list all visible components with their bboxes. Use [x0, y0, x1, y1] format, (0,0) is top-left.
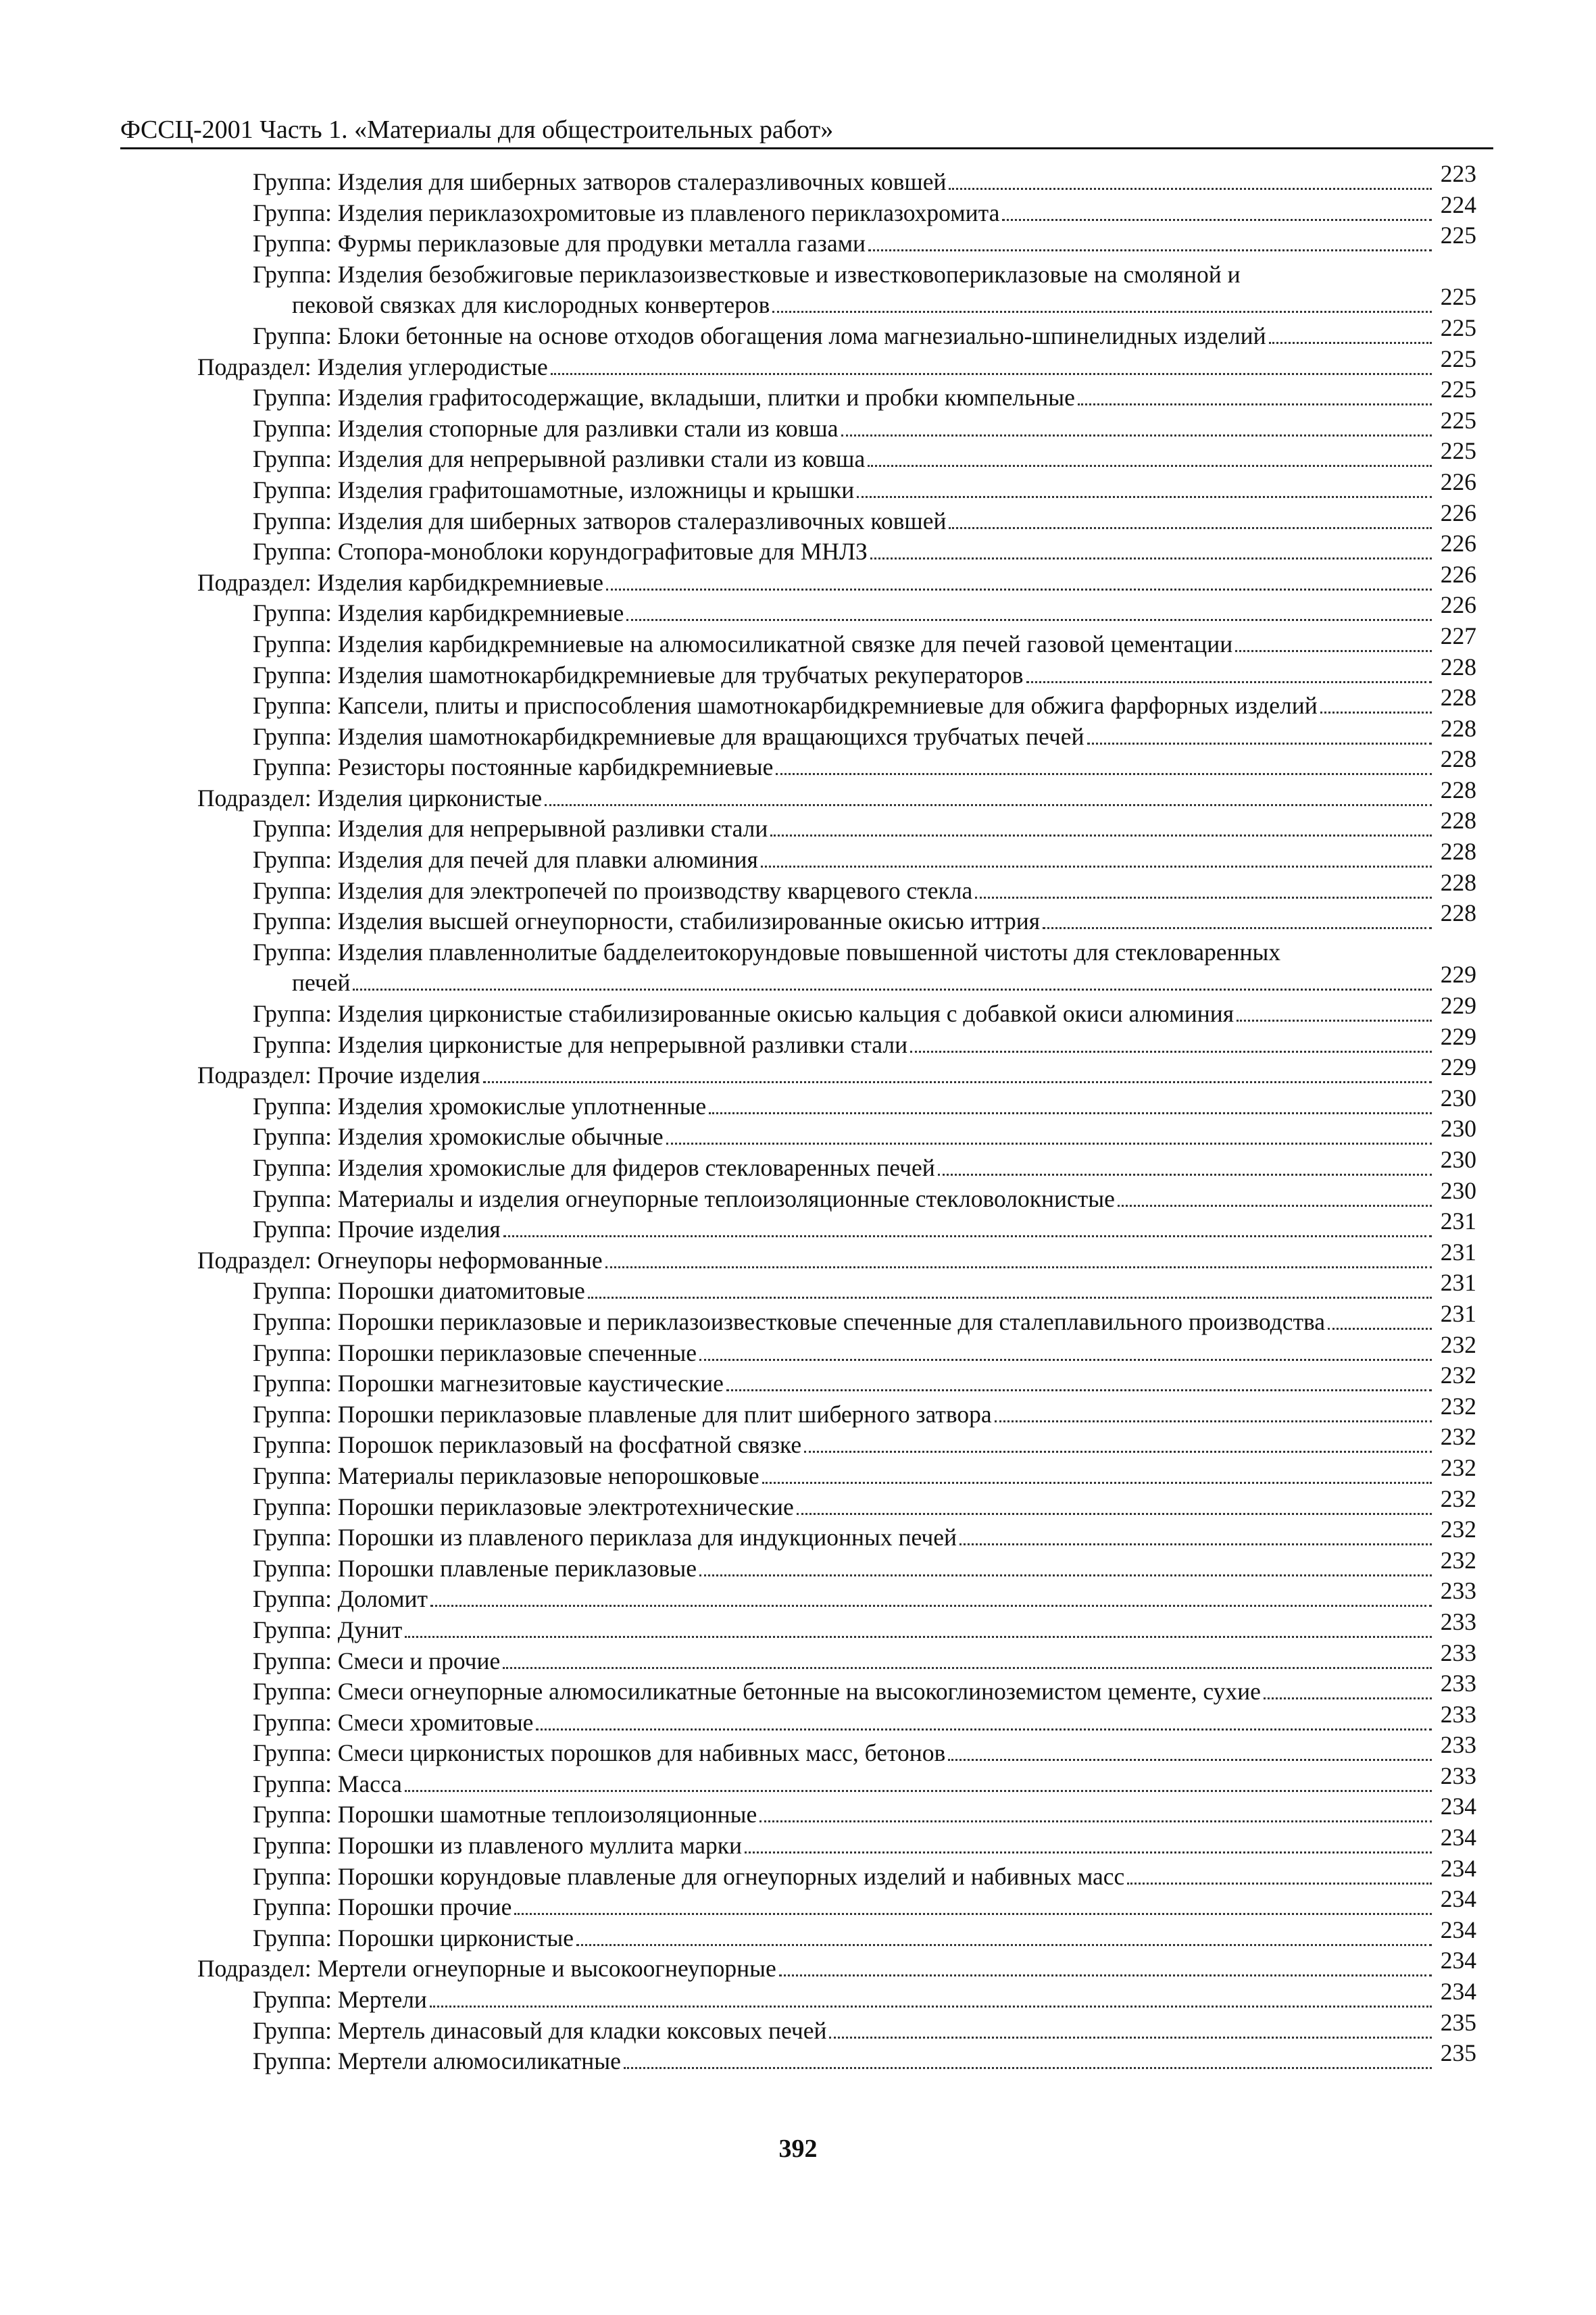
dot-leader: [1320, 711, 1432, 714]
toc-page-number: 231: [1440, 1208, 1476, 1235]
toc-group-entry: [253, 530, 1476, 568]
dot-leader: [1269, 341, 1432, 344]
toc-page-number: 235: [1440, 2008, 1476, 2036]
toc-page-number: 226: [1440, 468, 1476, 495]
toc-page-number: 225: [1440, 376, 1476, 403]
toc-entry-text: Группа: Изделия периклазохромитовые из плавленого периклазохромита: [253, 199, 1000, 226]
dot-leader: [829, 2036, 1432, 2039]
toc-subsection-entry: [197, 1947, 1476, 1985]
toc-subsection-entry: [197, 776, 1476, 814]
toc-group-entry: [253, 937, 1476, 999]
dot-leader: [772, 310, 1432, 313]
toc-entry-text: Группа: Порошки периклазовые и периклазоизвестковые спеченные для сталеплавильного производства: [253, 1308, 1326, 1335]
toc-group-entry: [253, 1453, 1476, 1492]
dot-leader: [841, 434, 1432, 437]
dot-leader: [870, 557, 1432, 559]
toc-page-number: 231: [1440, 1299, 1476, 1327]
toc-group-entry: [253, 1577, 1476, 1615]
toc-group-entry: [253, 1700, 1476, 1739]
toc-entry-text: Группа: Изделия шамотнокарбидкремниевые для вращающихся трубчатых печей: [253, 722, 1084, 750]
toc-page-number: 230: [1440, 1115, 1476, 1143]
toc-entry-text: Группа: Порошки периклазовые электротехнические: [253, 1493, 794, 1520]
toc-entry-text: Подраздел: Изделия цирконистые: [197, 784, 543, 812]
dot-leader: [1078, 403, 1432, 405]
dot-leader: [1237, 1019, 1432, 1022]
dot-leader: [430, 1604, 1432, 1607]
toc-page-number: 228: [1440, 714, 1476, 742]
toc-page-number: 234: [1440, 1916, 1476, 1943]
toc-entry-text: Группа: Прочие изделия: [253, 1216, 501, 1243]
toc-page-number: 232: [1440, 1362, 1476, 1389]
toc-page-number: 233: [1440, 1762, 1476, 1789]
toc-page-number: 233: [1440, 1577, 1476, 1605]
toc-entry-text: Группа: Изделия цирконистые для непрерывной разливки стали: [253, 1030, 908, 1058]
toc-page-number: 228: [1440, 899, 1476, 927]
toc-entry-text: Группа: Мертели алюмосиликатные: [253, 2047, 621, 2075]
toc-page-number: 232: [1440, 1392, 1476, 1420]
dot-leader: [1002, 218, 1432, 221]
dot-leader: [857, 495, 1432, 498]
dot-leader: [868, 249, 1432, 251]
page-header: ФССЦ-2001 Часть 1. «Материалы для общестроительных работ»: [120, 115, 1493, 149]
toc-page-number: 234: [1440, 1793, 1476, 1820]
toc-entry-text: Группа: Смеси и прочие: [253, 1647, 501, 1674]
dot-leader: [353, 988, 1432, 991]
toc-entry-text: Группа: Материалы периклазовые непорошковые: [253, 1462, 759, 1489]
toc-group-entry: [253, 222, 1476, 259]
dot-leader: [949, 526, 1432, 529]
toc-entry-text: Группа: Изделия цирконистые стабилизированные окисью кальция с добавкой окиси алюминия: [253, 1000, 1235, 1028]
toc-group-entry: [253, 1208, 1476, 1245]
toc-entry-text: Группа: Изделия графитосодержащие, вкладыши, плитки и пробки кюмпельные: [253, 384, 1075, 412]
toc-page-number: 228: [1440, 776, 1476, 803]
toc-entry-text: Группа: Блоки бетонные на основе отходов обогащения лома магнезиально-шпинелидных изделий: [253, 322, 1266, 349]
toc-group-entry: [253, 591, 1476, 629]
toc-subsection-entry: [197, 1238, 1476, 1276]
toc-group-entry: [253, 1084, 1476, 1122]
dot-leader: [699, 1574, 1432, 1576]
toc-group-entry: [253, 1854, 1476, 1893]
dot-leader: [776, 772, 1432, 775]
dot-leader: [938, 1173, 1432, 1176]
toc-page-number: 234: [1440, 1854, 1476, 1882]
toc-group-entry: [253, 838, 1476, 876]
toc-group-entry: [253, 314, 1476, 352]
dot-leader: [588, 1296, 1432, 1299]
toc-page-number: 228: [1440, 807, 1476, 835]
toc-group-entry: [253, 2039, 1476, 2077]
toc-page-number: 229: [1440, 1053, 1476, 1081]
dot-leader: [1235, 649, 1432, 652]
toc-entry-text: Группа: Порошки из плавленого муллита марки: [253, 1832, 742, 1860]
toc-page-number: 226: [1440, 591, 1476, 619]
toc-page-number: 225: [1440, 406, 1476, 434]
toc-page-number: 232: [1440, 1423, 1476, 1451]
toc-entry-text: Группа: Дунит: [253, 1616, 403, 1643]
toc-group-entry: [253, 1176, 1476, 1215]
toc-entry-text: Группа: Порошки диатомитовые: [253, 1277, 585, 1305]
dot-leader: [949, 187, 1432, 190]
toc-group-entry: [253, 684, 1476, 722]
toc-entry-text: Группа: Капсели, плиты и приспособления шамотнокарбидкремниевые для обжига фарфорных изделий: [253, 692, 1318, 720]
toc-entry-text: Группа: Порошки шамотные теплоизоляционные: [253, 1801, 757, 1828]
toc-entry-text: Группа: Порошки прочие: [253, 1893, 512, 1921]
toc-group-entry: [253, 1670, 1476, 1708]
dot-leader: [405, 1789, 1432, 1792]
toc-page-number: 234: [1440, 1978, 1476, 2006]
toc-page-number: 231: [1440, 1238, 1476, 1266]
toc-page-number: 231: [1440, 1269, 1476, 1297]
dot-leader: [1043, 926, 1432, 929]
toc-group-entry: [253, 622, 1476, 660]
toc-group-entry: [253, 1362, 1476, 1399]
toc-group-entry: [253, 992, 1476, 1030]
toc-entry-text: Группа: Изделия для непрерывной разливки стали: [253, 815, 768, 843]
toc-page-number: 226: [1440, 499, 1476, 526]
toc-entry-text: Группа: Порошки периклазовые спеченные: [253, 1339, 697, 1366]
toc-group-entry: [253, 1392, 1476, 1430]
toc-entry-text: Группа: Доломит: [253, 1585, 428, 1613]
toc-page-number: 224: [1440, 191, 1476, 218]
dot-leader: [779, 1974, 1432, 1976]
toc-entry-text: Группа: Порошок периклазовый на фосфатной связке: [253, 1431, 802, 1459]
dot-leader: [1264, 1697, 1432, 1699]
toc-page-number: 225: [1440, 345, 1476, 372]
toc-group-entry: [253, 1639, 1476, 1677]
toc-entry-text: Группа: Порошки корундовые плавленые для огнеупорных изделий и набивных масс: [253, 1862, 1125, 1890]
toc-entry-text: Группа: Фурмы периклазовые для продувки металла газами: [253, 230, 866, 257]
toc-group-entry: [253, 1485, 1476, 1523]
toc-entry-text: Подраздел: Прочие изделия: [197, 1062, 480, 1089]
toc-page-number: 229: [1440, 1022, 1476, 1050]
toc-group-entry: [253, 259, 1476, 321]
dot-leader: [405, 1635, 1432, 1638]
toc-entry-text: Группа: Изделия высшей огнеупорности, стабилизированные окисью иттрия: [253, 907, 1041, 935]
page-number: 392: [778, 2135, 818, 2163]
dot-leader: [666, 1142, 1432, 1145]
dot-leader: [699, 1358, 1432, 1361]
toc-entry-text: Группа: Стопора-моноблоки корундографитовые для МНЛЗ: [253, 538, 868, 566]
toc-entry-text: Группа: Резисторы постоянные карбидкремниевые: [253, 753, 774, 781]
toc-page-number: 233: [1440, 1639, 1476, 1666]
toc-entry-text: Группа: Изделия для шиберных затворов сталеразливочных ковшей: [253, 168, 947, 195]
dot-leader: [503, 1666, 1432, 1669]
toc-group-entry: [253, 1330, 1476, 1369]
toc-page-number: 226: [1440, 560, 1476, 588]
toc-page-number: 228: [1440, 745, 1476, 773]
toc-page-number: 227: [1440, 622, 1476, 649]
toc-entry-text: Группа: Мертели: [253, 1986, 427, 2014]
toc-page-number: 233: [1440, 1670, 1476, 1697]
toc-page-number: 230: [1440, 1176, 1476, 1204]
toc-group-entry: [253, 406, 1476, 445]
toc-entry-text: Группа: Изделия шамотнокарбидкремниевые для трубчатых рекуператоров: [253, 661, 1024, 689]
toc-group-entry: [253, 1115, 1476, 1153]
toc-page-number: 232: [1440, 1330, 1476, 1358]
toc-group-entry: [253, 1423, 1476, 1461]
toc-entry-text: Подраздел: Изделия карбидкремниевые: [197, 568, 604, 596]
toc-entry-text: Группа: Изделия безобжиговые периклазоизвестковые и известковопериклазовые на смоляной и: [253, 260, 1241, 288]
toc-group-entry: [253, 868, 1476, 907]
toc-subsection-entry: [197, 560, 1476, 599]
toc-group-entry: [253, 1546, 1476, 1585]
dot-leader: [745, 1851, 1432, 1853]
dot-leader: [868, 464, 1432, 467]
toc-page-number: 229: [1440, 961, 1476, 989]
toc-entry-text: Группа: Изделия карбидкремниевые: [253, 599, 624, 627]
table-of-contents: [0, 160, 1596, 2077]
toc-page-number: 232: [1440, 1516, 1476, 1543]
toc-entry-text: Группа: Изделия плавленнолитые бадделеитокорундовые повышенной чистоты для стекловаренных: [253, 938, 1281, 966]
dot-leader: [726, 1389, 1432, 1391]
toc-entry-text: Группа: Изделия карбидкремниевые на алюмосиликатной связке для печей газовой цементации: [253, 630, 1233, 657]
dot-leader: [1127, 1882, 1432, 1885]
dot-leader: [624, 2066, 1432, 2069]
toc-group-entry: [253, 1269, 1476, 1307]
toc-group-entry: [253, 899, 1476, 937]
dot-leader: [514, 1912, 1432, 1915]
toc-group-entry: [253, 2008, 1476, 2047]
toc-entry-text: Группа: Мертель динасовый для кладки коксовых печей: [253, 2016, 827, 2044]
toc-page-number: 225: [1440, 437, 1476, 465]
toc-group-entry: [253, 1824, 1476, 1862]
toc-entry-text: Группа: Смеси огнеупорные алюмосиликатные бетонные на высокоглиноземистом цементе, сухие: [253, 1678, 1261, 1706]
dot-leader: [1118, 1204, 1432, 1207]
toc-group-entry: [253, 468, 1476, 506]
toc-page-number: 232: [1440, 1453, 1476, 1481]
dot-leader: [576, 1943, 1432, 1946]
toc-group-entry: [253, 1885, 1476, 1923]
toc-subsection-entry: [197, 345, 1476, 383]
toc-entry-text: Подраздел: Изделия углеродистые: [197, 353, 548, 380]
toc-group-entry: [253, 1731, 1476, 1769]
toc-page-number: 233: [1440, 1731, 1476, 1759]
toc-page-number: 228: [1440, 684, 1476, 712]
dot-leader: [1328, 1327, 1432, 1330]
toc-entry-text: Группа: Порошки из плавленого периклаза для индукционных печей: [253, 1524, 957, 1551]
toc-page-number: 223: [1440, 160, 1476, 187]
dot-leader: [483, 1080, 1432, 1083]
toc-page-number: 225: [1440, 314, 1476, 341]
toc-group-entry: [253, 1299, 1476, 1338]
dot-leader: [605, 1266, 1432, 1268]
toc-entry-text: Группа: Порошки плавленые периклазовые: [253, 1554, 697, 1582]
dot-leader: [759, 1820, 1432, 1822]
dot-leader: [606, 588, 1432, 591]
toc-page-number: 234: [1440, 1885, 1476, 1913]
toc-group-entry: [253, 714, 1476, 753]
toc-page-number: 232: [1440, 1485, 1476, 1512]
toc-page-number: 228: [1440, 838, 1476, 866]
dot-leader: [545, 803, 1432, 806]
toc-page-number: 225: [1440, 283, 1476, 311]
dot-leader: [709, 1112, 1432, 1114]
toc-entry-text: Подраздел: Мертели огнеупорные и высокоогнеупорные: [197, 1955, 776, 1983]
toc-entry-text: Группа: Масса: [253, 1770, 402, 1797]
toc-page-number: 235: [1440, 2039, 1476, 2067]
dot-leader: [797, 1512, 1432, 1515]
dot-leader: [910, 1050, 1432, 1053]
toc-entry-text: Группа: Изделия для шиберных затворов сталеразливочных ковшей: [253, 507, 947, 534]
toc-page-number: 228: [1440, 653, 1476, 680]
toc-group-entry: [253, 1516, 1476, 1553]
dot-leader: [761, 865, 1432, 868]
toc-entry-text: Группа: Изделия хромокислые обычные: [253, 1123, 664, 1151]
toc-group-entry: [253, 376, 1476, 414]
toc-entry-text: Группа: Изделия для печей для плавки алюминия: [253, 846, 758, 874]
toc-page-number: 230: [1440, 1146, 1476, 1173]
toc-group-entry: [253, 1146, 1476, 1184]
dot-leader: [995, 1420, 1432, 1422]
dot-leader: [770, 834, 1432, 837]
toc-group-entry: [253, 437, 1476, 475]
dot-leader: [536, 1728, 1432, 1731]
toc-page-number: 234: [1440, 1947, 1476, 1974]
toc-group-entry: [253, 499, 1476, 537]
toc-page-number: 225: [1440, 222, 1476, 249]
toc-page-number: 232: [1440, 1546, 1476, 1574]
dot-leader: [1026, 680, 1432, 683]
toc-group-entry: [253, 1762, 1476, 1800]
dot-leader: [762, 1481, 1432, 1484]
toc-entry-text-continued: печей: [292, 969, 351, 997]
toc-group-entry: [253, 1916, 1476, 1954]
toc-group-entry: [253, 160, 1476, 198]
toc-page-number: 226: [1440, 530, 1476, 557]
toc-entry-text: Группа: Изделия хромокислые для фидеров стекловаренных печей: [253, 1154, 935, 1181]
dot-leader: [430, 2005, 1432, 2008]
toc-page-number: 233: [1440, 1700, 1476, 1728]
toc-entry-text: Группа: Изделия графитошамотные, изложницы и крышки: [253, 476, 855, 503]
dot-leader: [975, 896, 1432, 899]
toc-page-number: 228: [1440, 868, 1476, 896]
toc-group-entry: [253, 1978, 1476, 2016]
dot-leader: [804, 1450, 1432, 1453]
toc-entry-text: Группа: Порошки магнезитовые каустические: [253, 1370, 724, 1397]
toc-group-entry: [253, 653, 1476, 691]
dot-leader: [948, 1758, 1432, 1761]
toc-page-number: 233: [1440, 1608, 1476, 1635]
toc-entry-text-continued: пековой связках для кислородных конвертеров: [292, 291, 770, 319]
toc-entry-text: Группа: Изделия стопорные для разливки стали из ковша: [253, 414, 839, 442]
toc-group-entry: [253, 191, 1476, 229]
toc-group-entry: [253, 1608, 1476, 1646]
toc-group-entry: [253, 807, 1476, 845]
dot-leader: [959, 1543, 1432, 1545]
toc-group-entry: [253, 1793, 1476, 1831]
toc-page-number: 234: [1440, 1824, 1476, 1851]
dot-leader: [503, 1235, 1432, 1237]
toc-subsection-entry: [197, 1053, 1476, 1091]
toc-group-entry: [253, 1022, 1476, 1061]
toc-entry-text: Группа: Материалы и изделия огнеупорные теплоизоляционные стекловолокнистые: [253, 1185, 1115, 1212]
toc-entry-text: Группа: Изделия хромокислые уплотненные: [253, 1092, 707, 1120]
toc-page-number: 229: [1440, 992, 1476, 1020]
toc-entry-text: Группа: Изделия для электропечей по производству кварцевого стекла: [253, 876, 973, 904]
dot-leader: [1087, 742, 1432, 745]
toc-entry-text: Группа: Порошки периклазовые плавленые для плит шиберного затвора: [253, 1400, 992, 1428]
toc-entry-text: Группа: Смеси цирконистых порошков для набивных масс, бетонов: [253, 1739, 946, 1767]
toc-page-number: 230: [1440, 1084, 1476, 1112]
toc-entry-text: Группа: Порошки цирконистые: [253, 1924, 574, 1951]
toc-entry-text: Подраздел: Огнеупоры неформованные: [197, 1246, 603, 1274]
dot-leader: [551, 372, 1432, 375]
toc-group-entry: [253, 745, 1476, 783]
dot-leader: [626, 618, 1432, 621]
toc-entry-text: Группа: Смеси хромитовые: [253, 1708, 534, 1736]
toc-entry-text: Группа: Изделия для непрерывной разливки стали из ковша: [253, 445, 866, 473]
